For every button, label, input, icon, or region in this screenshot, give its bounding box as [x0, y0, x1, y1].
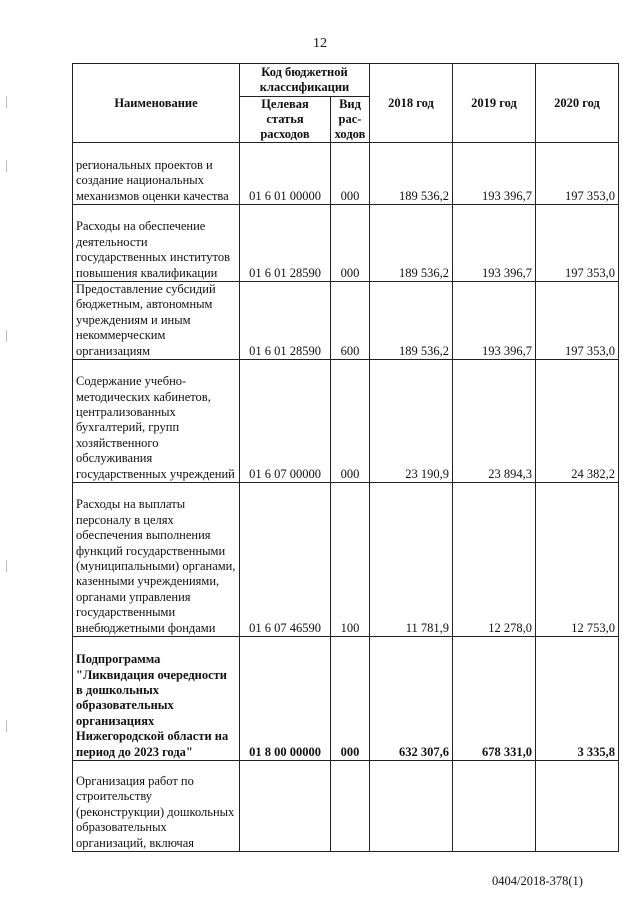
- row-2020-cell: 3 335,8: [536, 637, 619, 761]
- header-2019: 2019 год: [453, 64, 536, 143]
- row-2019-cell: 12 278,0: [453, 483, 536, 637]
- row-code-cell: [240, 761, 331, 852]
- row-code-cell: 01 6 01 00000: [240, 143, 331, 205]
- row-code-cell: 01 6 07 00000: [240, 360, 331, 483]
- row-2020-cell: 24 382,2: [536, 360, 619, 483]
- header-2020: 2020 год: [536, 64, 619, 143]
- table-row: [73, 205, 619, 282]
- row-2020-cell: [536, 761, 619, 852]
- row-2020-cell: 197 353,0: [536, 143, 619, 205]
- row-kind-cell: 000: [331, 360, 370, 483]
- row-name-cell: Расходы на выплаты персоналу в целях обеспечения выполнения функций государственными (муниципальными) органами, казенными учреждениями, органами управления государственными внебюджетными фондами: [73, 483, 240, 637]
- row-2018-cell: 23 190,9: [370, 360, 453, 483]
- row-kind-cell: 600: [331, 282, 370, 360]
- row-2018-cell: 11 781,9: [370, 483, 453, 637]
- row-2018-cell: [370, 761, 453, 852]
- row-name-cell: Содержание учебно-методических кабинетов, централизованных бухгалтерий, групп хозяйственного обслуживания государственных учреждений: [73, 360, 240, 483]
- row-2020-cell: 197 353,0: [536, 282, 619, 360]
- row-2020-cell: 12 753,0: [536, 483, 619, 637]
- row-kind-cell: 000: [331, 205, 370, 282]
- row-2020-cell: 197 353,0: [536, 205, 619, 282]
- table-row: [73, 761, 619, 852]
- left-margin-marks: [6, 0, 14, 905]
- row-code-cell: 01 6 01 28590: [240, 205, 331, 282]
- row-kind-cell: [331, 761, 370, 852]
- row-2019-cell: 193 396,7: [453, 282, 536, 360]
- row-2019-cell: 678 331,0: [453, 637, 536, 761]
- row-2019-cell: 193 396,7: [453, 205, 536, 282]
- row-kind-cell: 000: [331, 143, 370, 205]
- row-name-cell: Расходы на обеспечение деятельности государственных институтов повышения квалификации: [73, 205, 240, 282]
- row-kind-cell: 000: [331, 637, 370, 761]
- header-target-article: Целевая статья расходов: [240, 97, 331, 143]
- header-classification: Код бюджетной классификации: [240, 64, 370, 97]
- row-code-cell: 01 8 00 00000: [240, 637, 331, 761]
- row-name-cell: региональных проектов и создание национальных механизмов оценки качества: [73, 143, 240, 205]
- row-code-cell: 01 6 01 28590: [240, 282, 331, 360]
- row-name-cell: Подпрограмма "Ликвидация очередности в дошкольных образовательных организациях Нижегородской области на период до 2023 года": [73, 637, 240, 761]
- table-row: [73, 143, 619, 205]
- table-row: [73, 483, 619, 637]
- row-name-cell: Организация работ по строительству (реконструкции) дошкольных образовательных организаций, включая: [73, 761, 240, 852]
- document-code: 0404/2018-378(1): [492, 874, 583, 888]
- row-2019-cell: 193 396,7: [453, 143, 536, 205]
- table-row: [73, 637, 619, 761]
- row-2018-cell: 189 536,2: [370, 205, 453, 282]
- row-2018-cell: 189 536,2: [370, 282, 453, 360]
- row-name-cell: Предоставление субсидий бюджетным, автономным учреждениям и иным некоммерческим организациям: [73, 282, 240, 360]
- table-row: [73, 360, 619, 483]
- table-row: [73, 282, 619, 360]
- row-2018-cell: 632 307,6: [370, 637, 453, 761]
- row-2018-cell: 189 536,2: [370, 143, 453, 205]
- row-2019-cell: [453, 761, 536, 852]
- header-2018: 2018 год: [370, 64, 453, 143]
- row-kind-cell: 100: [331, 483, 370, 637]
- budget-table: [72, 63, 619, 852]
- page-number: 12: [313, 36, 327, 51]
- header-name: Наименование: [73, 64, 240, 143]
- row-2019-cell: 23 894,3: [453, 360, 536, 483]
- row-code-cell: 01 6 07 46590: [240, 483, 331, 637]
- header-expense-kind: Вид рас-ходов: [331, 97, 370, 143]
